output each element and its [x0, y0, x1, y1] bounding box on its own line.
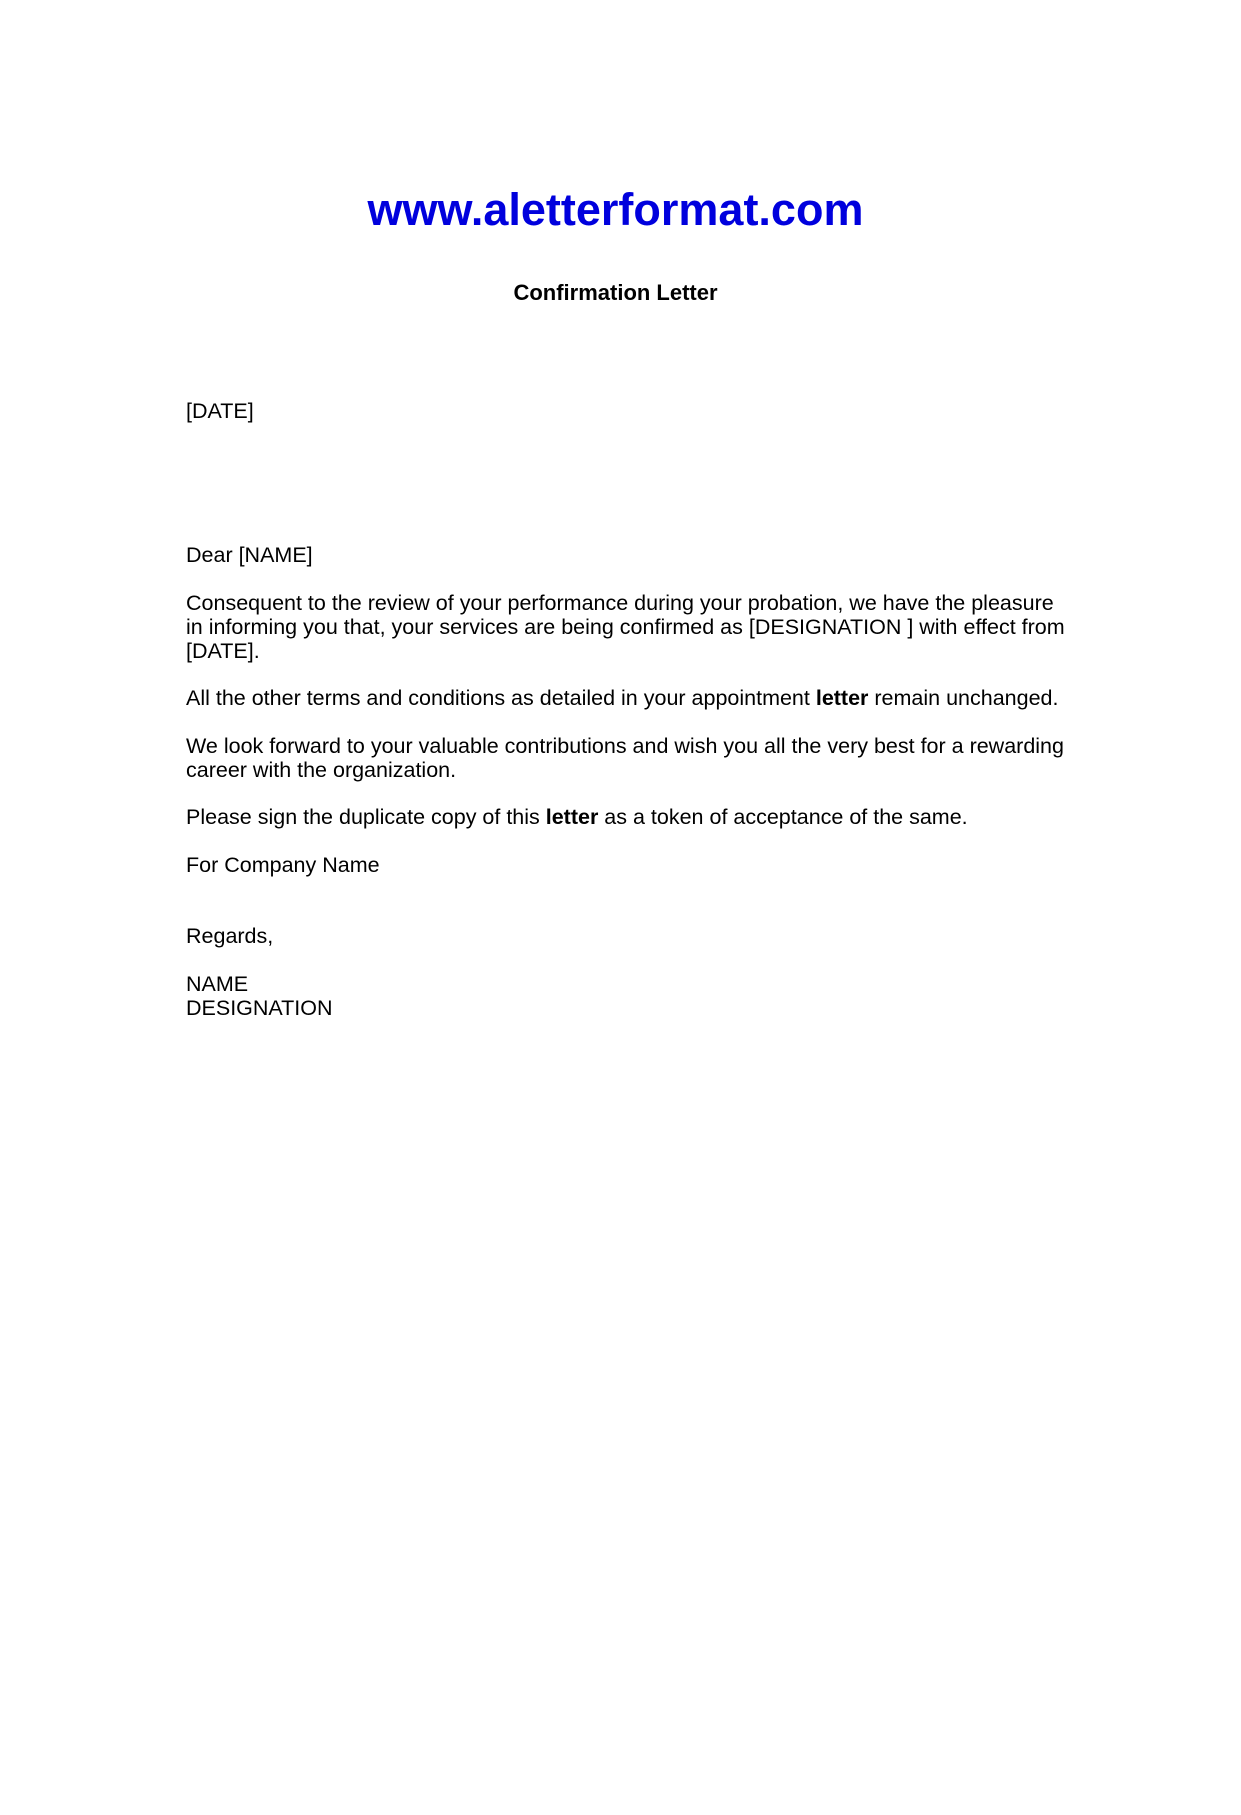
signer-designation: DESIGNATION: [186, 996, 333, 1020]
paragraph-confirmation: Consequent to the review of your performance during your probation, we have the pleasure in informing you that, your services are being confirmed as [DESIGNATION ] with effect from [DATE].: [186, 591, 1065, 663]
paragraph-sign-text-end: as a token of acceptance of the same.: [598, 805, 968, 829]
paragraph-terms-text-end: remain unchanged.: [868, 686, 1059, 710]
paragraph-sign-text-start: Please sign the duplicate copy of this: [186, 805, 546, 829]
paragraph-terms-text-start: All the other terms and conditions as detailed in your appointment: [186, 686, 816, 710]
paragraph-contributions: We look forward to your valuable contributions and wish you all the very best for a rewarding career with the organization.: [186, 734, 1064, 782]
closing: Regards,: [186, 924, 274, 948]
paragraph-terms-bold-word: letter: [815, 686, 869, 710]
salutation: Dear [NAME]: [186, 543, 313, 567]
paragraph-sign-copy: [186, 805, 1066, 829]
paragraph-sign-bold-word: letter: [545, 805, 599, 829]
paragraph-terms: [186, 686, 1066, 710]
site-url-heading: www.aletterformat.com: [367, 184, 864, 235]
letter-date: [DATE]: [186, 399, 254, 423]
signer-name: NAME: [186, 972, 249, 996]
company-line: For Company Name: [186, 853, 380, 877]
document-title: Confirmation Letter: [513, 280, 718, 305]
